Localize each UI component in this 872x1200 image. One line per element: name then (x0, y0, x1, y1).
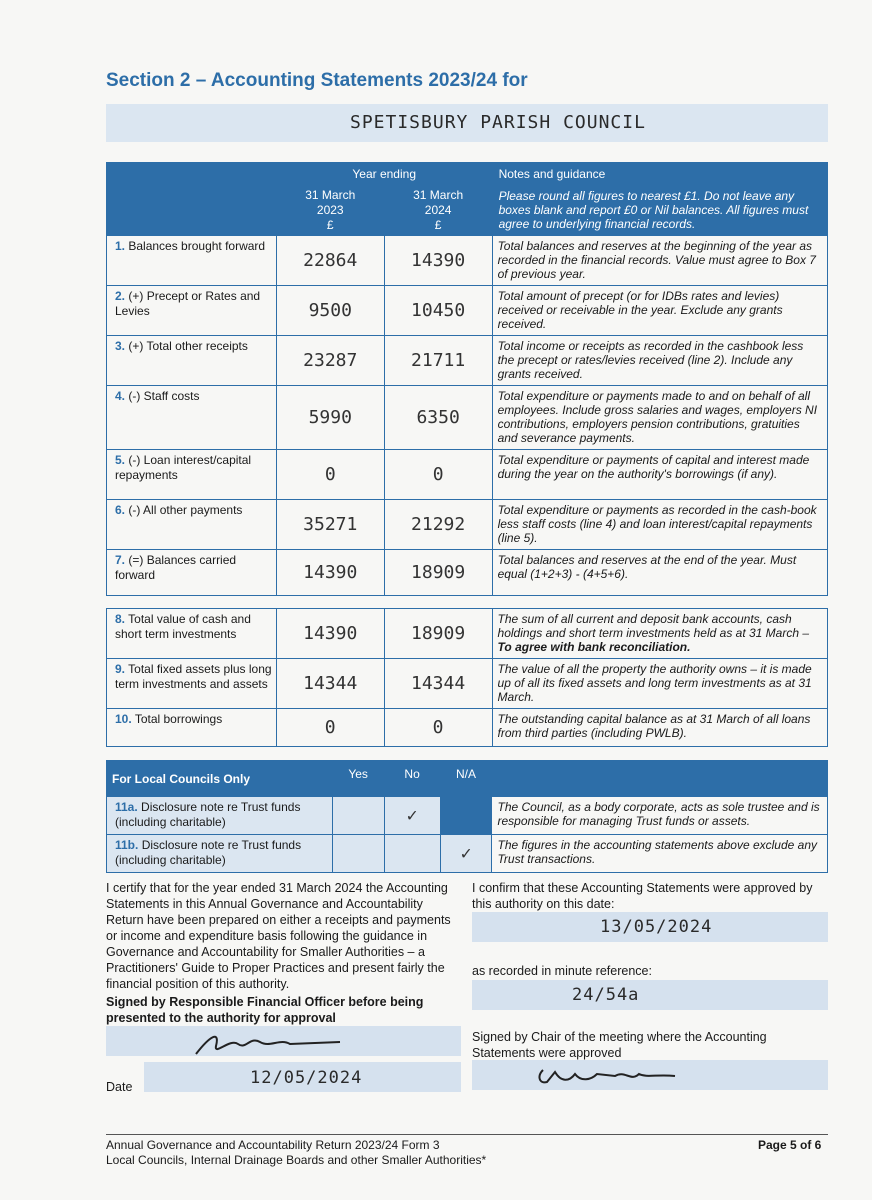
row-note: The Council, as a body corporate, acts as sole trustee and is responsible for managing Trust funds or assets. (492, 797, 828, 835)
row-number: 4. (115, 389, 126, 403)
col-2023-line3: £ (326, 218, 334, 232)
row-number: 6. (115, 503, 126, 517)
row-number: 9. (115, 662, 126, 676)
row-label: (-) Loan interest/capital repayments (115, 453, 252, 482)
row-note: The outstanding capital balance as at 31 March of all loans from third parties (including PWLB). (492, 709, 827, 747)
value-2024: 18909 (384, 550, 492, 596)
year-ending-header: Year ending (276, 163, 492, 186)
footer-text (106, 1138, 486, 1168)
value-2024: 0 (384, 450, 492, 500)
row-number: 11b. (115, 838, 139, 852)
yes-cell[interactable] (332, 835, 384, 873)
table-row (107, 500, 828, 550)
no-cell[interactable] (384, 835, 440, 873)
row-note: Total balances and reserves at the end of the year. Must equal (1+2+3) - (4+5+6). (492, 550, 827, 596)
table-row (107, 550, 828, 596)
row-label: Disclosure note re Trust funds (including charitable) (115, 800, 301, 829)
local-councils-header: For Local Councils Only (107, 761, 333, 797)
row-number: 1. (115, 239, 126, 253)
row-label: (+) Precept or Rates and Levies (115, 289, 261, 318)
chair-signed-label: Signed by Chair of the meeting where the Accounting Statements were approved (472, 1030, 767, 1060)
table-row (107, 336, 828, 386)
value-2023: 14390 (276, 550, 384, 596)
table-row (107, 386, 828, 450)
row-number: 3. (115, 339, 126, 353)
table-row (107, 609, 828, 659)
chair-signature-mark (535, 1062, 695, 1090)
value-2023: 35271 (276, 500, 384, 550)
col-2023-line1: 31 March (305, 188, 356, 202)
row-number: 5. (115, 453, 126, 467)
minute-reference-label: as recorded in minute reference: (472, 964, 652, 978)
table-row (107, 835, 828, 873)
value-2024: 6350 (384, 386, 492, 450)
col-2024-line3: £ (434, 218, 442, 232)
row-note: Total income or receipts as recorded in the cashbook less the precept or rates/levies received (line 2). Include any grants received. (492, 336, 827, 386)
value-2023: 9500 (276, 286, 384, 336)
row-number: 11a. (115, 800, 138, 814)
row-label: Disclosure note re Trust funds (including charitable) (115, 838, 302, 867)
row-label: (=) Balances carried forward (115, 553, 237, 582)
rfo-signature (190, 1026, 350, 1067)
notes-header: Notes and guidance (492, 163, 827, 186)
table-row (107, 236, 828, 286)
certification-text: I certify that for the year ended 31 March 2024 the Accounting Statements in this Annual Governance and Accountability Return have been prepared on either a receipts and payments or income and expenditure basis following the guidance in Governance and Accountability for Smaller Authorities – a Practitioners' Guide to Proper Practices and present fairly the financial position of this authority. (106, 881, 451, 991)
value-2024: 18909 (384, 609, 492, 659)
accounting-statements-table (106, 162, 828, 596)
row-note: Total amount of precept (or for IDBs rates and levies) received or receivable in the year. Exclude any grants received. (492, 286, 827, 336)
row-note: Total balances and reserves at the beginning of the year as recorded in the financial records. Value must agree to Box 7 of previous year. (492, 236, 827, 286)
chair-signature (535, 1062, 695, 1095)
value-2023: 23287 (276, 336, 384, 386)
rfo-certification (106, 880, 461, 1026)
row-note: Total expenditure or payments of capital and interest made during the year on the authority's borrowings (if any). (492, 450, 827, 500)
row-note: The sum of all current and deposit bank accounts, cash holdings and short term investments held as at 31 March – (497, 612, 810, 640)
row-note-bold: To agree with bank reconciliation. (497, 640, 691, 654)
na-cell[interactable]: ✓ (440, 835, 492, 873)
col-2024-line1: 31 March (413, 188, 464, 202)
footer-line-2: Local Councils, Internal Drainage Boards and other Smaller Authorities* (106, 1153, 487, 1167)
footer-rule (106, 1134, 828, 1135)
col-2023-header (276, 186, 384, 236)
approval-date: 13/05/2024 (600, 917, 713, 937)
value-2023: 0 (276, 450, 384, 500)
row-label: Total value of cash and short term investments (115, 612, 251, 641)
page-title: Section 2 – Accounting Statements 2023/24 for (106, 70, 528, 91)
col-2024-line2: 2024 (424, 203, 452, 217)
header-blank (107, 163, 277, 236)
rfo-date: 12/05/2024 (250, 1068, 363, 1088)
na-header: N/A (440, 761, 492, 797)
row-label: (-) Staff costs (128, 389, 200, 403)
table-row (107, 709, 828, 747)
table-row (107, 286, 828, 336)
row-label: Total borrowings (134, 712, 223, 726)
row-number: 7. (115, 553, 126, 567)
row-number: 8. (115, 612, 126, 626)
council-name: SPETISBURY PARISH COUNCIL (350, 112, 646, 133)
value-2024: 21711 (384, 336, 492, 386)
value-2023: 22864 (276, 236, 384, 286)
value-2023: 0 (276, 709, 384, 747)
minute-reference-field[interactable] (472, 980, 828, 1010)
value-2024: 0 (384, 709, 492, 747)
notes-intro: Please round all figures to nearest £1. Do not leave any boxes blank and report £0 or Nil balances. All figures must agree to underlying financial records. (492, 186, 827, 236)
row-note: Total expenditure or payments as recorded in the cash-book less staff costs (line 4) and loan interest/capital repayments (line 5). (492, 500, 827, 550)
table-row (107, 450, 828, 500)
value-2024: 14390 (384, 236, 492, 286)
table-row (107, 797, 828, 835)
assets-table (106, 608, 828, 747)
row-label: Balances brought forward (128, 239, 266, 253)
row-note: Total expenditure or payments made to and on behalf of all employees. Include gross salaries and wages, employers NI contributions, employers pension contributions, gratuities and severance payments. (492, 386, 827, 450)
no-cell[interactable]: ✓ (384, 797, 440, 835)
yes-cell[interactable] (332, 797, 384, 835)
rfo-signed-by-label: Signed by Responsible Financial Officer before being presented to the authority for approval (106, 995, 424, 1025)
footer-line-1: Annual Governance and Accountability Return 2023/24 Form 3 (106, 1138, 440, 1152)
value-2024: 21292 (384, 500, 492, 550)
rfo-signature-mark (190, 1026, 350, 1062)
value-2023: 14390 (276, 609, 384, 659)
table-row (107, 659, 828, 709)
row-note: The figures in the accounting statements above exclude any Trust transactions. (492, 835, 828, 873)
approval-certification (472, 880, 828, 912)
col-2023-line2: 2023 (316, 203, 344, 217)
row-label: (+) Total other receipts (128, 339, 248, 353)
header-blank-right (492, 761, 828, 797)
col-2024-header (384, 186, 492, 236)
minute-reference: 24/54a (572, 985, 640, 1005)
value-2023: 5990 (276, 386, 384, 450)
row-number: 2. (115, 289, 126, 303)
date-label: Date (106, 1080, 133, 1094)
row-label: Total fixed assets plus long term investments and assets (115, 662, 272, 691)
na-cell[interactable] (440, 797, 492, 835)
row-number: 10. (115, 712, 132, 726)
value-2023: 14344 (276, 659, 384, 709)
yes-header: Yes (332, 761, 384, 797)
local-councils-table (106, 760, 828, 873)
page-number: Page 5 of 6 (758, 1138, 822, 1152)
row-label: (-) All other payments (128, 503, 243, 517)
value-2024: 14344 (384, 659, 492, 709)
no-header: No (384, 761, 440, 797)
approval-text: I confirm that these Accounting Statements were approved by this authority on this date: (472, 881, 813, 911)
value-2024: 10450 (384, 286, 492, 336)
row-note: The value of all the property the authority owns – it is made up of all its fixed assets and long term investments as at 31 March. (492, 659, 827, 709)
